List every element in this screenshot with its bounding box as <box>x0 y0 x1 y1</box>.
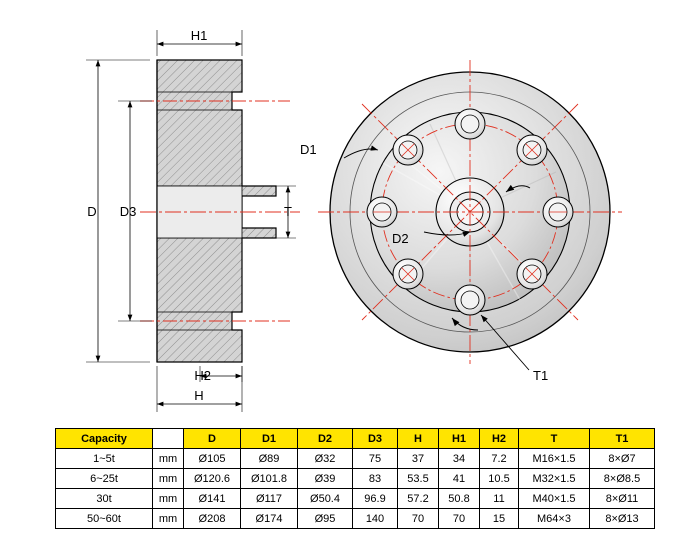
bolt-hole <box>455 109 485 139</box>
bolt-hole <box>393 259 423 289</box>
cell-T: M16×1.5 <box>519 449 590 469</box>
th-D3: D3 <box>353 429 398 449</box>
label-T1: T1 <box>533 368 549 383</box>
dim-label-H: H <box>194 388 204 403</box>
label-D1: D1 <box>300 142 317 157</box>
cell-T: M64×3 <box>519 509 590 529</box>
cell-T: M40×1.5 <box>519 489 590 509</box>
th-H2: H2 <box>480 429 519 449</box>
cell-unit: mm <box>153 509 184 529</box>
table-header-row <box>56 429 655 449</box>
side-section-view <box>86 28 300 412</box>
cell-T1: 8×Ø13 <box>590 509 655 529</box>
dim-label-H2: H2 <box>194 368 211 383</box>
table-row <box>56 489 655 509</box>
cell-H2: 15 <box>480 509 519 529</box>
front-centerlines <box>318 60 622 364</box>
th-unit <box>153 429 184 449</box>
cell-D3: 96.9 <box>353 489 398 509</box>
cell-D1: Ø117 <box>241 489 298 509</box>
cell-T: M32×1.5 <box>519 469 590 489</box>
cell-unit: mm <box>153 489 184 509</box>
cell-D: Ø120.6 <box>184 469 241 489</box>
th-D: D <box>184 429 241 449</box>
cell-H: 37 <box>398 449 439 469</box>
th-H: H <box>398 429 439 449</box>
cell-H1: 70 <box>439 509 480 529</box>
dim-D3 <box>118 101 152 321</box>
th-T: T <box>519 429 590 449</box>
front-view <box>300 60 622 383</box>
bolt-hole <box>455 285 485 315</box>
label-D2: D2 <box>392 231 409 246</box>
cell-capacity: 1~5t <box>56 449 153 469</box>
cell-T1: 8×Ø7 <box>590 449 655 469</box>
bolt-hole <box>517 135 547 165</box>
th-T1: T1 <box>590 429 655 449</box>
cell-T1: 8×Ø8.5 <box>590 469 655 489</box>
dim-label-T: T <box>284 204 292 219</box>
cell-unit: mm <box>153 449 184 469</box>
dim-label-H1: H1 <box>190 28 208 43</box>
bolt-hole <box>367 197 397 227</box>
dim-label-D3: D3 <box>119 204 137 219</box>
bolt-hole <box>517 259 547 289</box>
bolt-hole <box>393 135 423 165</box>
th-D1: D1 <box>241 429 298 449</box>
cell-capacity: 50~60t <box>56 509 153 529</box>
table-row <box>56 449 655 469</box>
cell-H2: 10.5 <box>480 469 519 489</box>
cell-T1: 8×Ø11 <box>590 489 655 509</box>
dim-D <box>86 60 150 362</box>
table-row <box>56 509 655 529</box>
cell-D: Ø105 <box>184 449 241 469</box>
cell-capacity: 30t <box>56 489 153 509</box>
dim-H2 <box>194 366 242 383</box>
dim-label-D: D <box>87 204 97 219</box>
cell-D2: Ø95 <box>298 509 353 529</box>
spec-table <box>55 428 655 529</box>
cell-D2: Ø32 <box>298 449 353 469</box>
dim-H1 <box>157 28 242 56</box>
cell-unit: mm <box>153 469 184 489</box>
cell-D3: 75 <box>353 449 398 469</box>
cell-H1: 41 <box>439 469 480 489</box>
cell-H2: 7.2 <box>480 449 519 469</box>
cell-D2: Ø50.4 <box>298 489 353 509</box>
th-D2: D2 <box>298 429 353 449</box>
cell-D: Ø141 <box>184 489 241 509</box>
cell-D1: Ø101.8 <box>241 469 298 489</box>
cell-D3: 140 <box>353 509 398 529</box>
cell-H: 70 <box>398 509 439 529</box>
table-row <box>56 469 655 489</box>
cell-H1: 50.8 <box>439 489 480 509</box>
cell-D1: Ø89 <box>241 449 298 469</box>
side-body <box>157 60 276 362</box>
cell-H2: 11 <box>480 489 519 509</box>
bolt-hole <box>543 197 573 227</box>
cell-D1: Ø174 <box>241 509 298 529</box>
th-capacity: Capacity <box>56 429 153 449</box>
cell-D2: Ø39 <box>298 469 353 489</box>
cell-H: 53.5 <box>398 469 439 489</box>
cell-D3: 83 <box>353 469 398 489</box>
cell-H: 57.2 <box>398 489 439 509</box>
th-H1: H1 <box>439 429 480 449</box>
cell-H1: 34 <box>439 449 480 469</box>
cell-D: Ø208 <box>184 509 241 529</box>
cell-capacity: 6~25t <box>56 469 153 489</box>
